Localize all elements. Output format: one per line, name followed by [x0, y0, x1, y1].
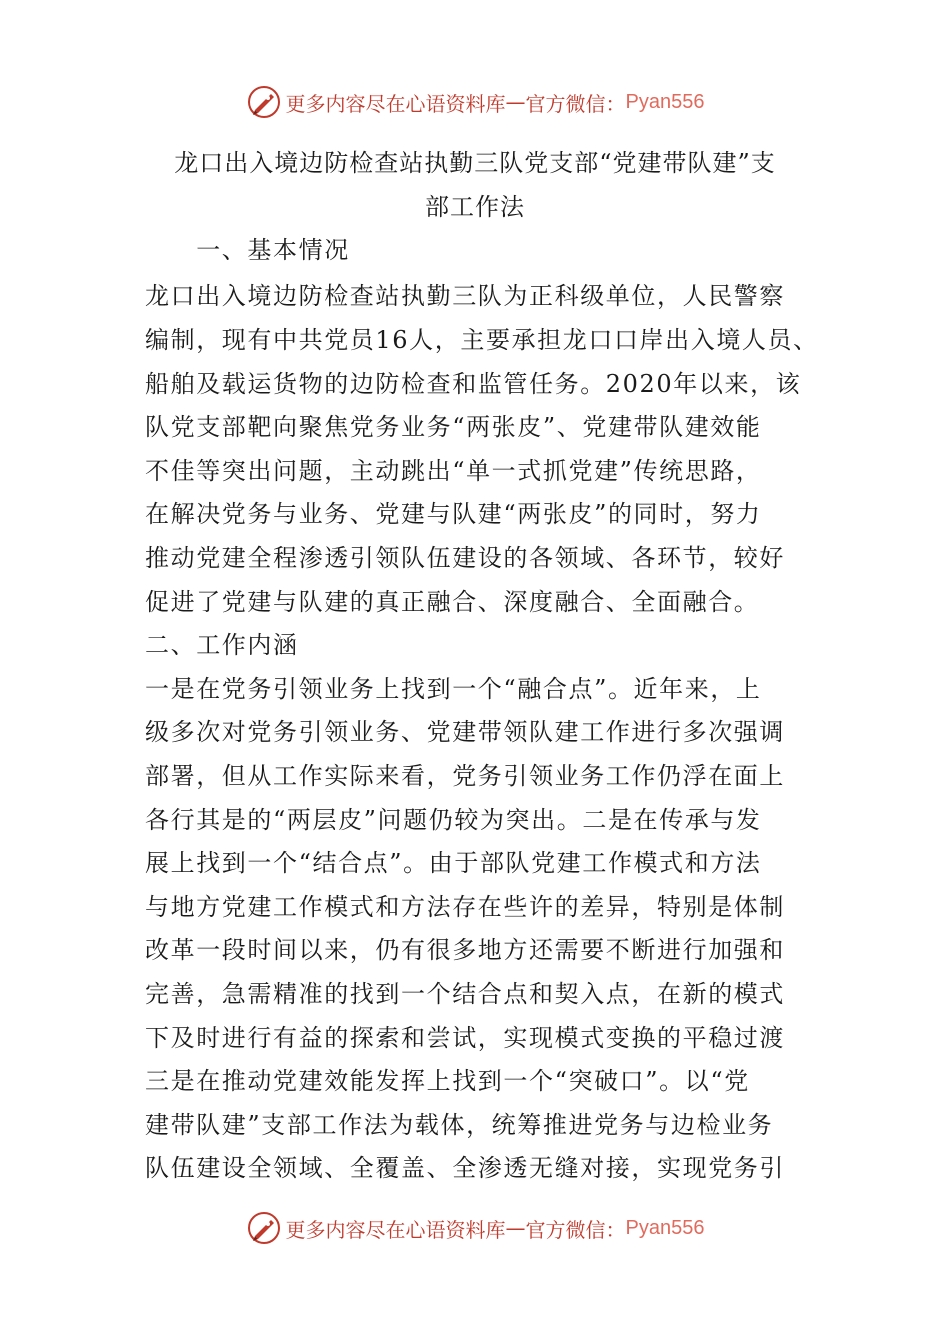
banner-text: 更多内容尽在心语资料库	[285, 91, 506, 116]
text-line: 船舶及载运货物的边防检查和监管任务。2020年以来，该	[145, 370, 802, 398]
text-line: 在解决党务与业务、党建与队建“两张皮”的同时，努力	[145, 500, 762, 528]
text-line: 完善，急需精准的找到一个结合点和契入点，在新的模式	[145, 980, 785, 1008]
text-line: 龙口出入境边防检查站执勤三队为正科级单位，人民警察	[145, 282, 785, 310]
text-line: 改革一段时间以来，仍有很多地方还需要不断进行加强和	[145, 936, 785, 964]
pen-logo-icon	[246, 84, 282, 120]
banner-separator: —	[505, 1216, 526, 1240]
text-line: 不佳等突出问题，主动跳出“单一式抓党建”传统思路，	[145, 457, 762, 485]
text-line: 下及时进行有益的探索和尝试，实现模式变换的平稳过渡	[145, 1024, 785, 1052]
text-line: 推动党建全程渗透引领队伍建设的各领域、各环节，较好	[145, 544, 785, 572]
footer-banner	[0, 1208, 950, 1248]
banner-wechat-id: Pyan556	[625, 90, 705, 113]
text-line: 各行其是的“两层皮”问题仍较为突出。二是在传承与发	[145, 806, 762, 834]
text-line: 编制，现有中共党员16人，主要承担龙口口岸出入境人员、	[145, 326, 819, 354]
document-title-line-2: 部工作法	[425, 193, 525, 221]
text-line: 队伍建设全领域、全覆盖、全渗透无缝对接，实现党务引	[145, 1154, 785, 1182]
document-title-line-1: 龙口出入境边防检查站执勤三队党支部“党建带队建”支	[174, 149, 776, 177]
header-banner	[0, 82, 950, 122]
text-line: 与地方党建工作模式和方法存在些许的差异，特别是体制	[145, 893, 785, 921]
banner-wechat-label: 官方微信：	[525, 91, 626, 116]
text-line: 一是在党务引领业务上找到一个“融合点”。近年来，上	[145, 675, 762, 703]
text-line: 展上找到一个“结合点”。由于部队党建工作模式和方法	[145, 849, 762, 877]
pen-logo-icon	[246, 1210, 282, 1246]
text-line: 队党支部靶向聚焦党务业务“两张皮”、党建带队建效能	[145, 413, 762, 441]
text-line: 建带队建”支部工作法为载体，统筹推进党务与边检业务	[145, 1111, 774, 1139]
banner-text: 更多内容尽在心语资料库	[285, 1217, 506, 1242]
banner-wechat-label: 官方微信：	[525, 1217, 626, 1242]
text-line: 一、基本情况	[145, 236, 350, 264]
banner-wechat-id: Pyan556	[625, 1216, 705, 1239]
banner-separator: —	[505, 90, 526, 114]
text-line: 级多次对党务引领业务、党建带领队建工作进行多次强调	[145, 718, 785, 746]
text-line: 促进了党建与队建的真正融合、深度融合、全面融合。	[145, 588, 760, 616]
text-line: 部署，但从工作实际来看，党务引领业务工作仍浮在面上	[145, 762, 785, 790]
section-heading: 二、工作内涵	[145, 631, 299, 659]
text-line: 三是在推动党建效能发挥上找到一个“突破口”。以“党	[145, 1067, 750, 1095]
